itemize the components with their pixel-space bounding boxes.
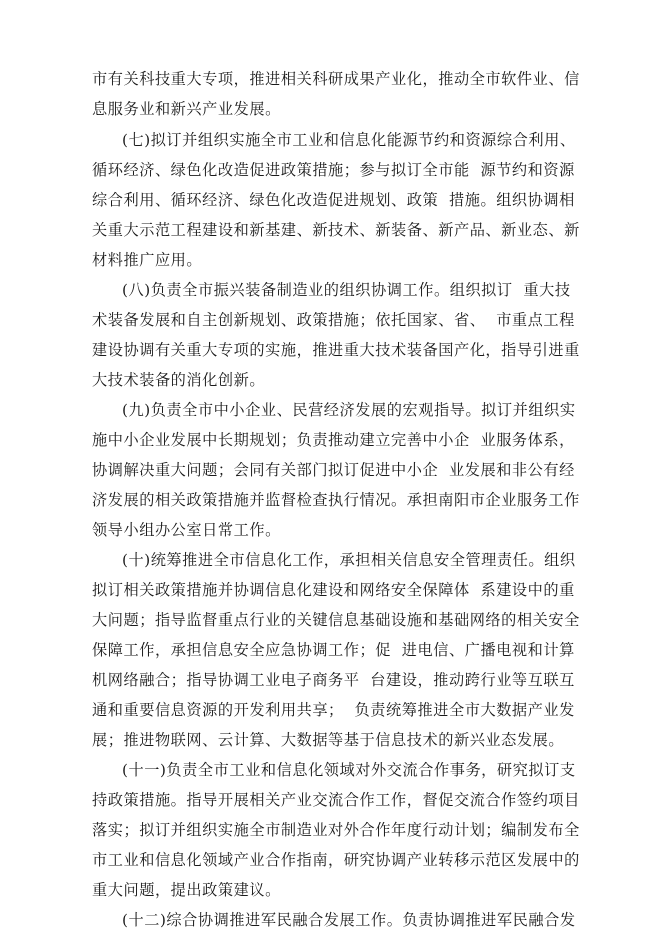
text-line: 施中小企业发展中长期规划；负责推动建立完善中小企 业服务体系， bbox=[92, 431, 575, 449]
paragraph-12-first-line: (十二)综合协调推进军民融合发展工作。负责协调推进军民融合发 bbox=[122, 911, 576, 929]
text-line: 持政策措施。指导开展相关产业交流合作工作，督促交流合作签约项目 bbox=[92, 791, 580, 809]
text-line: 术装备发展和自主创新规划、政策措施；依托国家、省、 市重点工程 bbox=[92, 311, 575, 329]
text-line: 建设协调有关重大专项的实施，推进重大技术装备国产化，指导引进重 bbox=[92, 341, 580, 359]
paragraph-8-first-line: (八)负责全市振兴装备制造业的组织协调工作。组织拟订 重大技 bbox=[122, 281, 571, 299]
text-line: 大问题；指导监督重点行业的关键信息基础设施和基础网络的相关安全 bbox=[92, 611, 580, 629]
paragraph-7-first-line: (七)拟订并组织实施全市工业和信息化能源节约和资源综合利用、 bbox=[122, 131, 576, 149]
text-line: 拟订相关政策措施并协调信息化建设和网络安全保障体 系建设中的重 bbox=[92, 581, 575, 599]
text-line: 材料推广应用。 bbox=[92, 251, 203, 269]
text-line: 关重大示范工程建设和新基建、新技术、新装备、新产品、新业态、新 bbox=[92, 221, 580, 239]
text-line: 循环经济、绿色化改造促进政策措施；参与拟订全市能 源节约和资源 bbox=[92, 161, 575, 179]
text-line: 保障工作，承担信息安全应急协调工作；促 进电信、广播电视和计算 bbox=[92, 641, 575, 659]
text-line: 展；推进物联网、云计算、大数据等基于信息技术的新兴业态发展。 bbox=[92, 731, 565, 749]
text-line: 济发展的相关政策措施并监督检查执行情况。承担南阳市企业服务工作 bbox=[92, 491, 580, 509]
text-line: 机网络融合；指导协调工业电子商务平 台建设，推动跨行业等互联互 bbox=[92, 671, 575, 689]
text-line: 息服务业和新兴产业发展。 bbox=[92, 100, 281, 118]
paragraph-10-first-line: (十)统筹推进全市信息化工作，承担相关信息安全管理责任。组织 bbox=[122, 551, 576, 569]
text-line: 综合利用、循环经济、绿色化改造促进规划、政策 措施。组织协调相 bbox=[92, 191, 575, 209]
text-line: 通和重要信息资源的开发利用共享； 负责统筹推进全市大数据产业发 bbox=[92, 701, 575, 719]
text-line: 重大问题，提出政策建议。 bbox=[92, 881, 281, 899]
text-line: 市工业和信息化领域产业合作指南，研究协调产业转移示范区发展中的 bbox=[92, 851, 580, 869]
text-line: 落实；拟订并组织实施全市制造业对外合作年度行动计划；编制发布全 bbox=[92, 821, 580, 839]
text-line: 市有关科技重大专项，推进相关科研成果产业化，推动全市软件业、信 bbox=[92, 70, 580, 88]
paragraph-9-first-line: (九)负责全市中小企业、民营经济发展的宏观指导。拟订并组织实 bbox=[122, 401, 576, 419]
text-line: 大技术装备的消化创新。 bbox=[92, 371, 266, 389]
text-line: 协调解决重大问题；会同有关部门拟订促进中小企 业发展和非公有经 bbox=[92, 461, 575, 479]
text-line: 领导小组办公室日常工作。 bbox=[92, 521, 281, 539]
paragraph-11-first-line: (十一)负责全市工业和信息化领域对外交流合作事务，研究拟订支 bbox=[122, 761, 576, 779]
